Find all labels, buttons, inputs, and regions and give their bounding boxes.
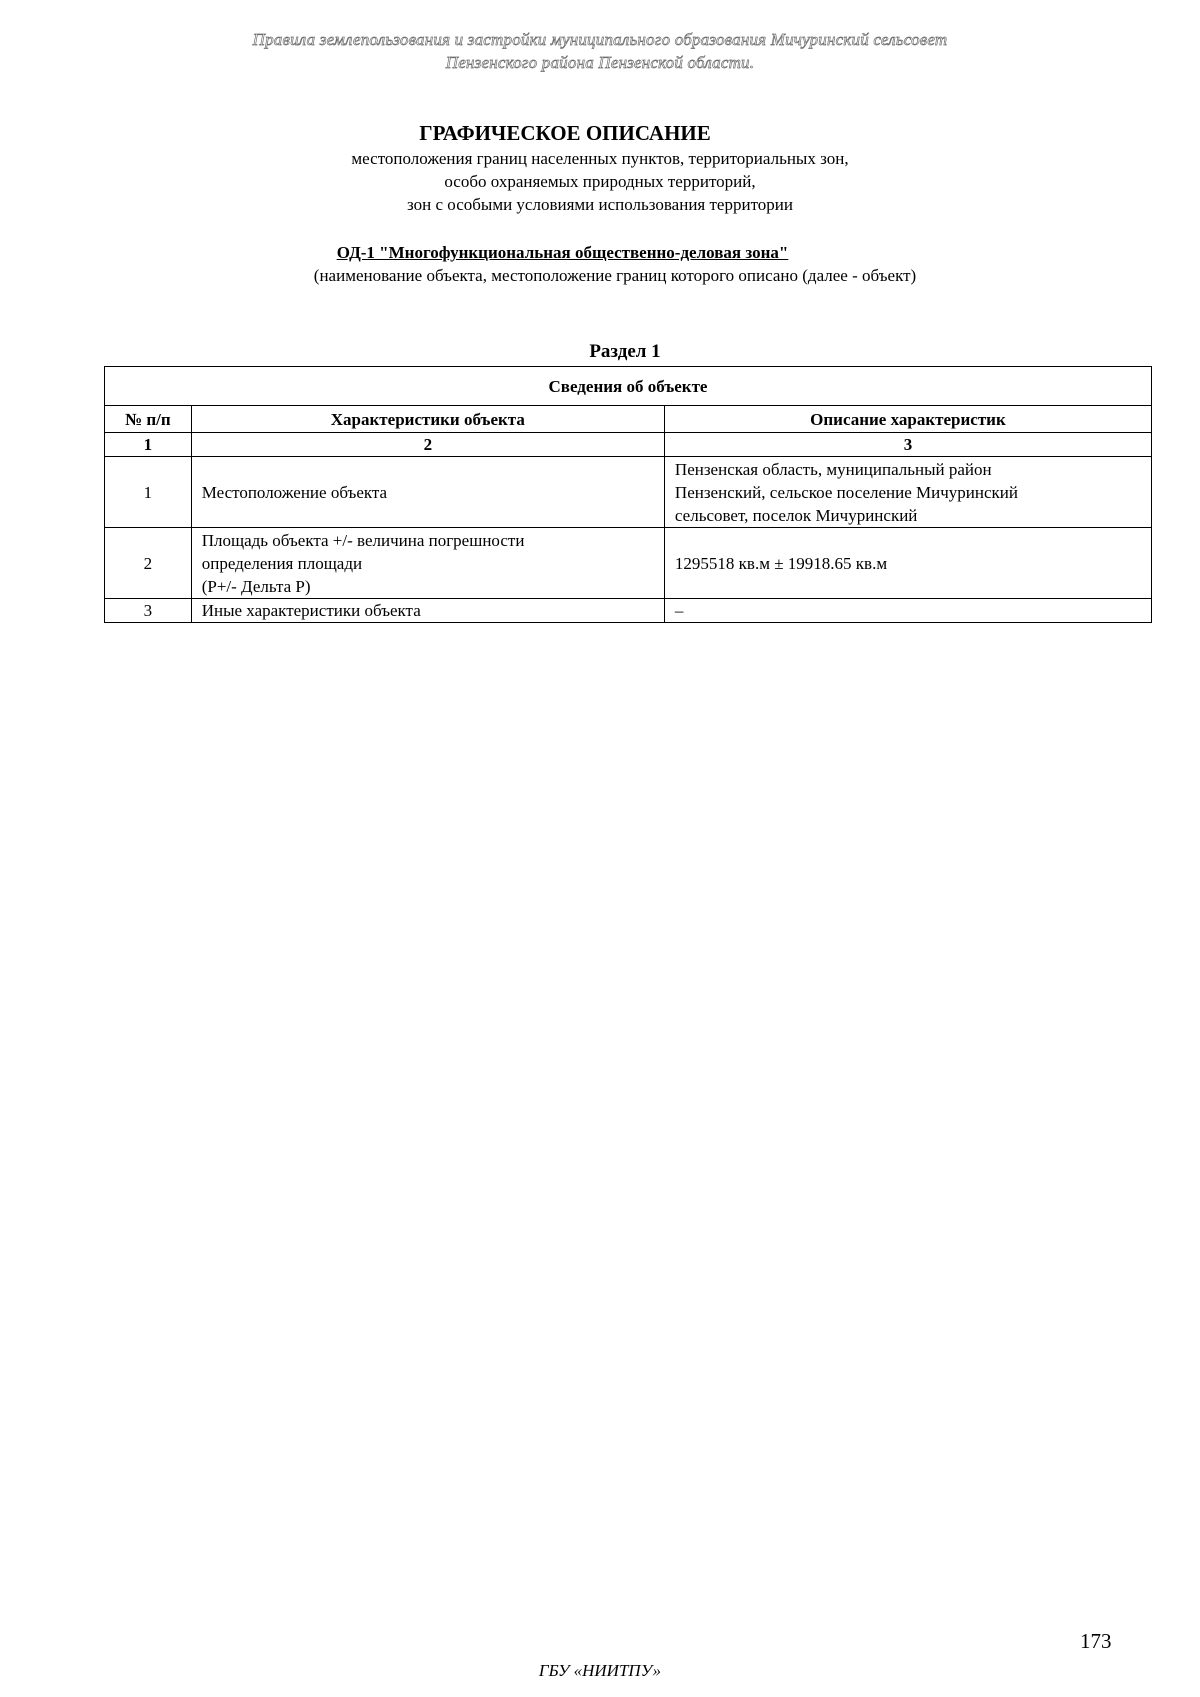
row-characteristic xyxy=(191,457,664,528)
header-cell-characteristic: Характеристики объекта xyxy=(191,406,664,433)
row-description xyxy=(664,528,1151,599)
table-row xyxy=(105,528,1152,599)
running-header-line-2: Пензенского района Пензенской области. xyxy=(445,53,755,72)
object-name: ОД-1 "Многофункциональная общественно-деловая зона" xyxy=(336,243,789,262)
footer-organization: ГБУ «НИИТПУ» xyxy=(538,1661,662,1680)
row-number: 3 xyxy=(105,599,192,623)
title-block xyxy=(0,120,1200,216)
table-caption-row xyxy=(105,367,1152,406)
row-description xyxy=(664,599,1151,623)
row-description-line: 1295518 кв.м ± 19918.65 кв.м xyxy=(674,553,888,573)
row-description-line: Пензенская область, муниципальный район xyxy=(674,459,992,479)
column-number-1: 1 xyxy=(105,433,192,457)
running-header xyxy=(0,28,1200,74)
row-characteristic-line: Площадь объекта +/- величина погрешности xyxy=(201,530,525,550)
table-row xyxy=(105,599,1152,623)
row-characteristic-line: Местоположение объекта xyxy=(201,482,388,502)
column-number-row xyxy=(105,433,1152,457)
row-number: 2 xyxy=(105,528,192,599)
title-subtitle-line-3: зон с особыми условиями использования территории xyxy=(407,195,793,214)
row-characteristic-line: (Р+/- Дельта Р) xyxy=(201,576,311,596)
header-cell-number: № п/п xyxy=(105,406,192,433)
row-characteristic-line: Иные характеристики объекта xyxy=(201,601,421,620)
row-description-line: Пензенский, сельское поселение Мичуринский xyxy=(674,482,1018,502)
object-block xyxy=(0,241,1200,287)
section-title: Раздел 1 xyxy=(589,341,661,362)
row-characteristic-line: определения площади xyxy=(201,553,363,573)
title-subtitle-line-2: особо охраняемых природных территорий, xyxy=(444,172,756,191)
table-caption: Сведения об объекте xyxy=(105,367,1152,406)
row-characteristic xyxy=(191,599,664,623)
row-number: 1 xyxy=(105,457,192,528)
column-number-3: 3 xyxy=(664,433,1151,457)
row-characteristic xyxy=(191,528,664,599)
running-header-line-1: Правила землепользования и застройки муниципального образования Мичуринский сельсовет xyxy=(252,30,948,49)
column-number-2: 2 xyxy=(191,433,664,457)
title-subtitle-line-1: местоположения границ населенных пунктов, территориальных зон, xyxy=(351,149,849,168)
row-description xyxy=(664,457,1151,528)
row-description-line: – xyxy=(674,601,684,620)
table-row xyxy=(105,457,1152,528)
object-caption: (наименование объекта, местоположение границ которого описано (далее - объект) xyxy=(313,266,917,285)
row-description-line: сельсовет, поселок Мичуринский xyxy=(674,505,918,525)
header-cell-description: Описание характеристик xyxy=(664,406,1151,433)
object-info-table xyxy=(104,366,1152,623)
page-number: 173 xyxy=(1080,1629,1112,1653)
table-header-row xyxy=(105,406,1152,433)
document-title: ГРАФИЧЕСКОЕ ОПИСАНИЕ xyxy=(419,121,711,145)
